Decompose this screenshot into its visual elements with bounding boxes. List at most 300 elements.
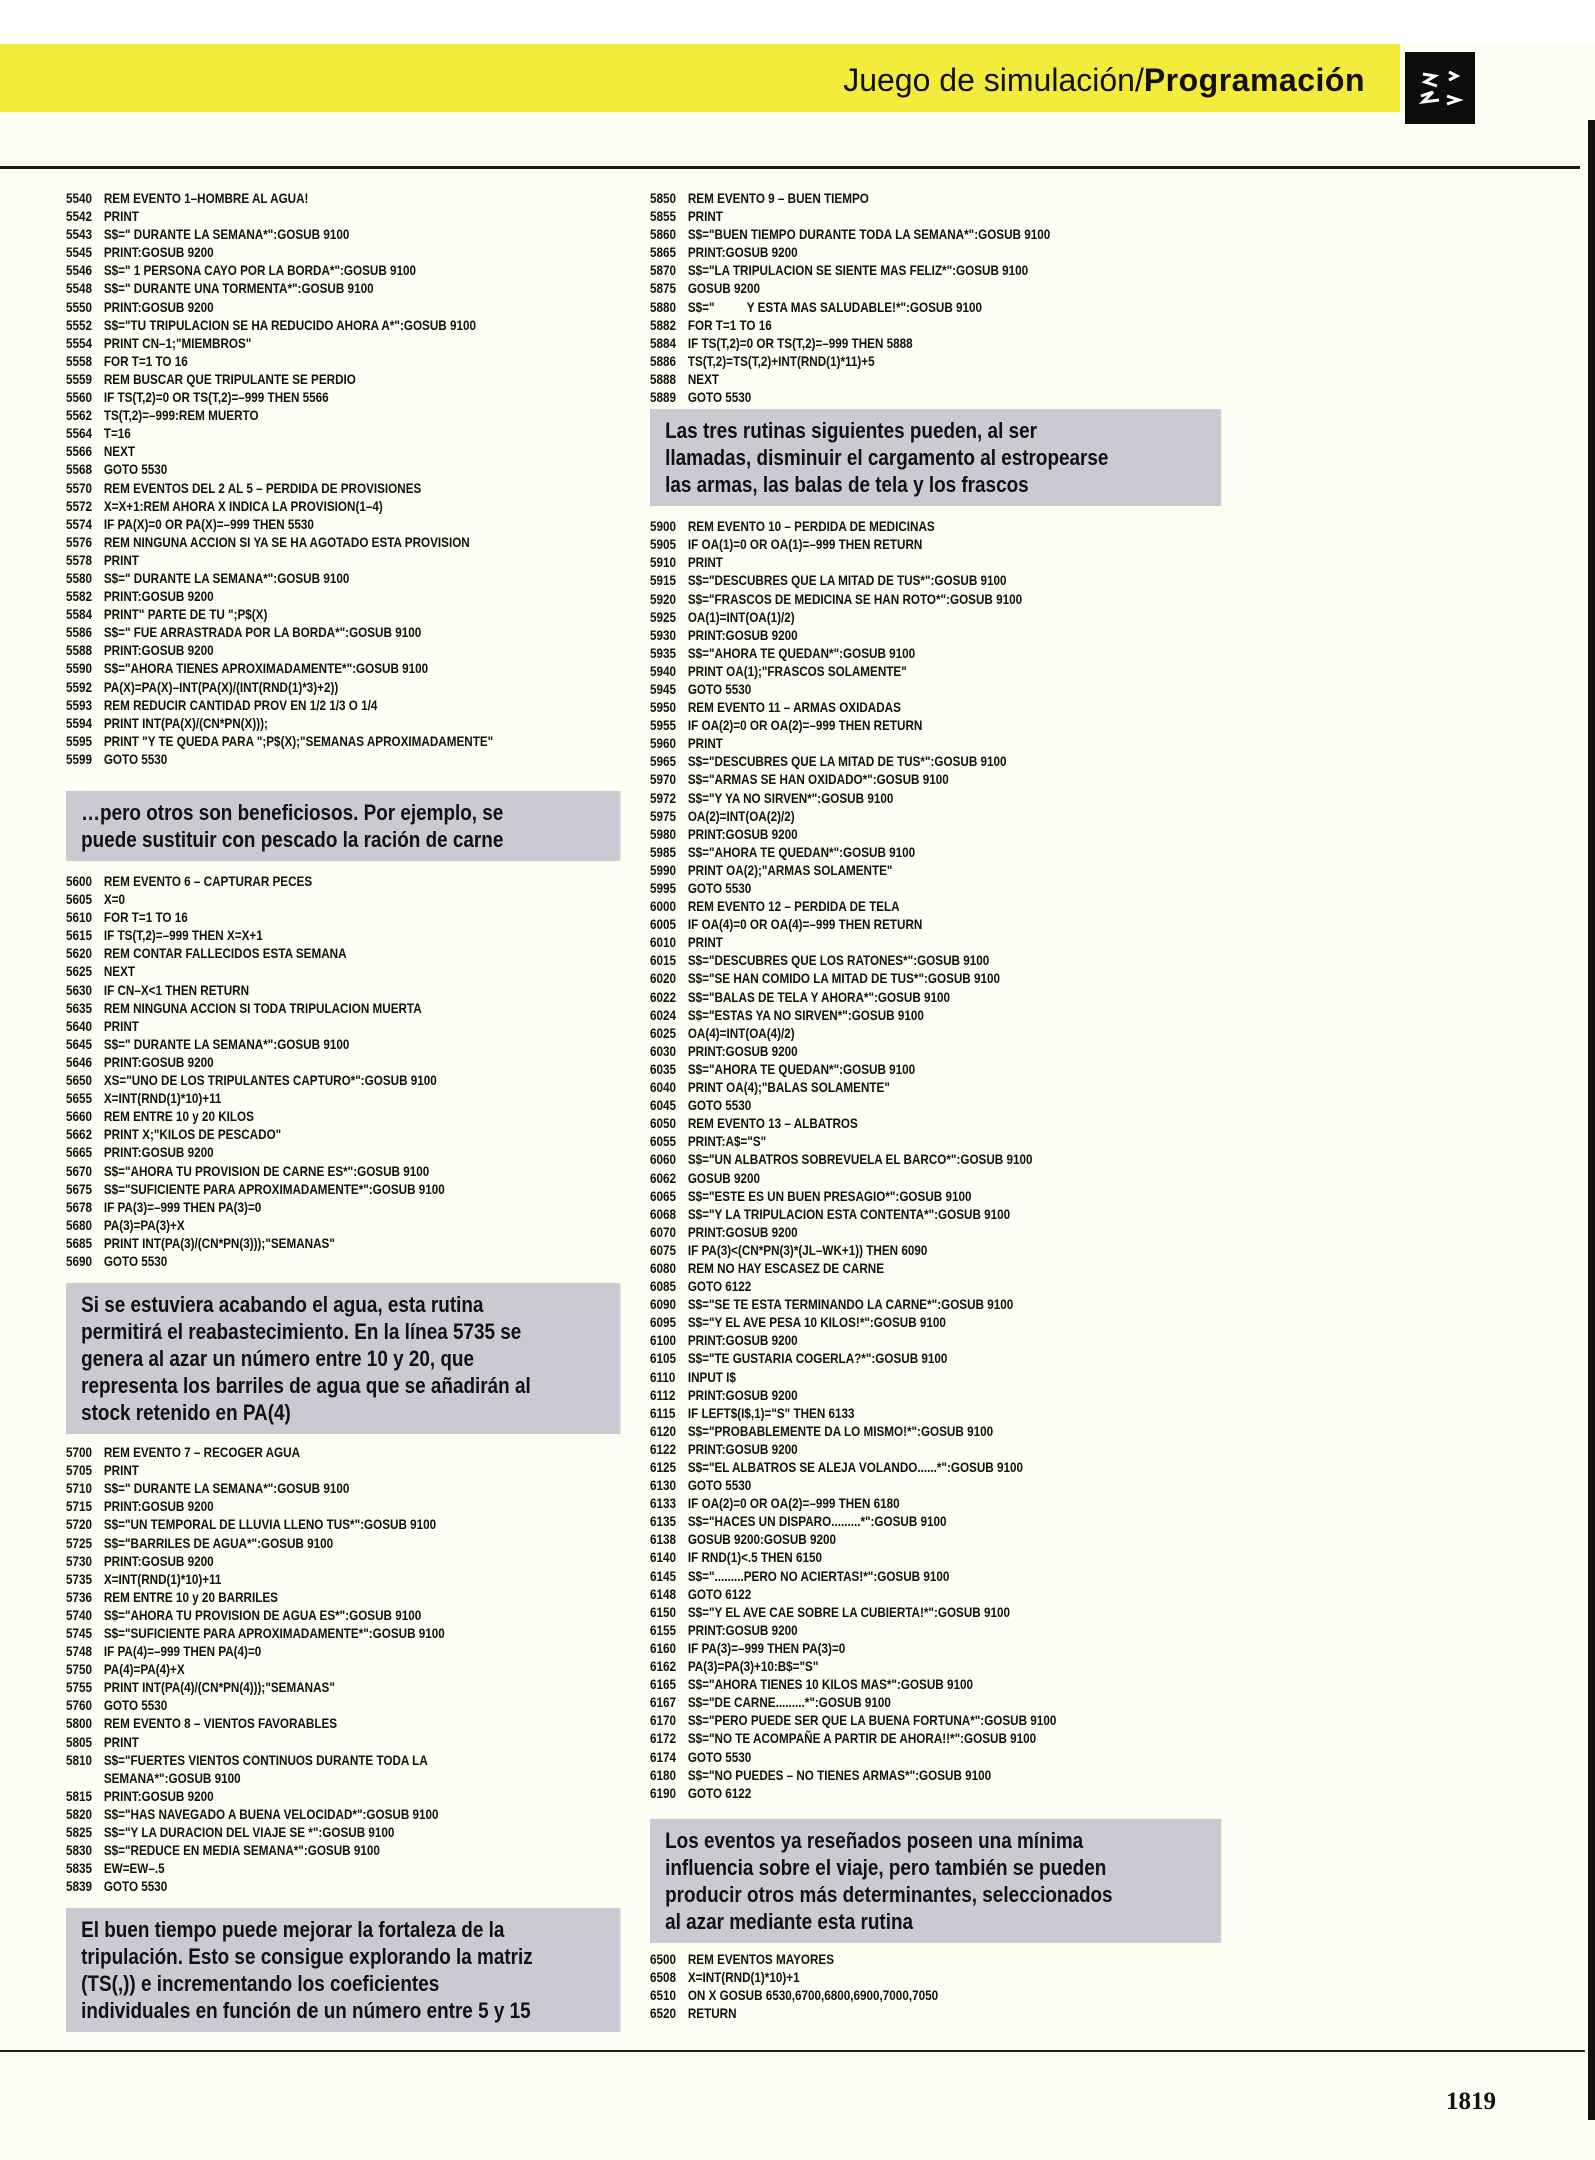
code-line (650, 1495, 1132, 1513)
line-number: 6010 (650, 935, 677, 951)
line-code: PRINT:GOSUB 9200 (687, 245, 798, 261)
line-number: 5715 (66, 1499, 93, 1515)
line-code: PRINT (103, 1018, 139, 1034)
code-line (66, 226, 548, 244)
line-code: REM EVENTO 11 – ARMAS OXIDADAS (687, 700, 901, 716)
line-code: PRINT (103, 1734, 139, 1750)
line-code: GOTO 5530 (687, 390, 752, 406)
line-code: ON X GOSUB 6530,6700,6800,6900,7000,7050 (687, 1987, 939, 2003)
line-code: PRINT:GOSUB 9200 (687, 1043, 798, 1059)
code-line (66, 624, 548, 642)
code-line (650, 989, 1132, 1007)
line-number: 5900 (650, 519, 677, 535)
line-number: 5594 (66, 715, 93, 731)
line-number: 6155 (650, 1622, 677, 1638)
code-line (66, 1090, 548, 1108)
line-code: S$="AHORA TIENES 10 KILOS MAS*":GOSUB 9100 (687, 1677, 973, 1693)
line-number: 6062 (650, 1170, 677, 1186)
annotation-line: puede sustituir con pescado la ración de carne (81, 827, 504, 852)
line-number: 5972 (650, 790, 677, 806)
line-code: S$="ESTAS YA NO SIRVEN*":GOSUB 9100 (687, 1007, 924, 1023)
line-code: GOTO 5530 (103, 1879, 168, 1895)
line-number: 5655 (66, 1091, 93, 1107)
annotation-line: individuales en función de un número entre 5 y 15 (81, 1998, 531, 2024)
line-code: PRINT:GOSUB 9200 (687, 1387, 798, 1403)
line-number: 6070 (650, 1224, 677, 1240)
line-code: S$="PROBABLEMENTE DA LO MISMO!*":GOSUB 9100 (687, 1423, 994, 1439)
line-number: 5645 (66, 1036, 93, 1052)
line-number: 6167 (650, 1695, 677, 1711)
line-number: 6133 (650, 1496, 677, 1512)
code-line (66, 1806, 548, 1824)
code-line (66, 353, 548, 371)
line-number: 5592 (66, 679, 93, 695)
line-code: S$=" DURANTE LA SEMANA*":GOSUB 9100 (103, 570, 350, 586)
line-code: REM ENTRE 10 y 20 BARRILES (103, 1589, 278, 1605)
line-number: 5700 (66, 1445, 93, 1461)
code-line (66, 335, 548, 353)
left-column (66, 190, 626, 2032)
line-number: 6500 (650, 1951, 677, 1967)
annotation-line: genera al azar un número entre 10 y 20, que (81, 1346, 474, 1372)
code-line (650, 1097, 1132, 1115)
line-code: S$="BALAS DE TELA Y AHORA*":GOSUB 9100 (687, 989, 951, 1005)
line-code: X=INT(RND(1)*10)+11 (103, 1571, 222, 1587)
line-number: 5920 (650, 591, 677, 607)
line-code: X=INT(RND(1)*10)+11 (103, 1091, 222, 1107)
code-line (650, 1369, 1132, 1387)
line-code: PRINT:GOSUB 9200 (103, 1054, 214, 1070)
line-code: IF OA(4)=0 OR OA(4)=–999 THEN RETURN (687, 917, 923, 933)
line-number: 5745 (66, 1626, 93, 1641)
line-code: REM CONTAR FALLECIDOS ESTA SEMANA (103, 946, 347, 962)
line-code: PRINT:GOSUB 9200 (687, 826, 798, 842)
line-number: 5580 (66, 570, 93, 586)
line-code: S$="ESTE ES UN BUEN PRESAGIO*":GOSUB 9100 (687, 1188, 972, 1204)
code-line (650, 518, 1132, 536)
line-code: REM EVENTO 8 – VIENTOS FAVORABLES (103, 1716, 338, 1732)
code-line (66, 1444, 548, 1462)
line-number: 5566 (66, 444, 93, 460)
code-line (66, 1625, 548, 1643)
code-line (650, 1260, 1132, 1278)
line-code: PRINT:GOSUB 9200 (103, 299, 214, 315)
line-number: 6024 (650, 1007, 677, 1023)
line-number: 6085 (650, 1279, 677, 1295)
line-number: 6165 (650, 1677, 677, 1693)
line-code: IF TS(T,2)=0 OR TS(T,2)=–999 THEN 5888 (687, 335, 913, 351)
line-code: GOSUB 9200 (687, 1170, 760, 1186)
code-line (650, 1061, 1132, 1079)
line-code: FOR T=1 TO 16 (687, 317, 772, 333)
code-line (650, 1767, 1132, 1785)
line-code: OA(4)=INT(OA(4)/2) (687, 1025, 795, 1041)
line-code: IF TS(T,2)=–999 THEN X=X+1 (103, 928, 263, 944)
line-number: 5970 (650, 772, 677, 788)
line-number: 5675 (66, 1181, 93, 1197)
line-number: 5930 (650, 627, 677, 643)
line-number: 6130 (650, 1478, 677, 1494)
line-code: GOTO 5530 (103, 1698, 168, 1714)
line-number: 6508 (650, 1969, 677, 1985)
code-line (650, 1387, 1132, 1405)
code-line (66, 697, 548, 715)
code-line (66, 1553, 548, 1571)
line-number: 6050 (650, 1116, 677, 1132)
code-line (66, 280, 548, 298)
line-number: 5582 (66, 589, 93, 605)
line-number: 6065 (650, 1188, 677, 1204)
line-code: PA(3)=PA(3)+10:B$="S" (687, 1659, 819, 1675)
line-number: 6020 (650, 971, 677, 987)
line-code: S$="UN TEMPORAL DE LLUVIA LLENO TUS*":GOSUB 9100 (103, 1517, 437, 1533)
line-number: 5540 (66, 191, 93, 206)
code-line (650, 735, 1132, 753)
line-code: PRINT:GOSUB 9200 (103, 1145, 214, 1161)
line-number: 5635 (66, 1000, 93, 1016)
line-code: REM REDUCIR CANTIDAD PROV EN 1/2 1/3 O 1/4 (103, 697, 378, 713)
line-number: 5620 (66, 946, 93, 962)
code-line (66, 1054, 548, 1072)
code-line (650, 1987, 1132, 2005)
line-code: GOSUB 9200 (687, 281, 760, 297)
code-line (650, 335, 1132, 353)
code-line (650, 970, 1132, 988)
code-line (650, 717, 1132, 735)
line-code: OA(2)=INT(OA(2)/2) (687, 808, 795, 824)
line-number: 5570 (66, 480, 93, 496)
line-code: PRINT (103, 1463, 139, 1479)
line-code: S$="SE HAN COMIDO LA MITAD DE TUS*":GOSUB 9100 (687, 971, 1001, 987)
line-code: S$="Y EL AVE CAE SOBRE LA CUBIERTA!*":GOSUB 9100 (687, 1604, 1010, 1620)
line-number: 5940 (650, 663, 677, 679)
annotation-line: Los eventos ya reseñados poseen una mínima (665, 1827, 1084, 1853)
code-line (66, 1571, 548, 1589)
line-code: S$="Y LA TRIPULACION ESTA CONTENTA*":GOSUB 9100 (687, 1206, 1011, 1222)
code-line (66, 660, 548, 678)
code-line (66, 1788, 548, 1806)
line-number: 5584 (66, 607, 93, 623)
line-code: REM EVENTO 1–HOMBRE AL AGUA! (103, 191, 309, 206)
code-line (66, 262, 548, 280)
line-number: 5542 (66, 209, 93, 225)
code-line (650, 262, 1132, 280)
line-code: S$=" Y ESTA MAS SALUDABLE!*":GOSUB 9100 (687, 299, 983, 315)
line-code: S$=".........PERO NO ACIERTAS!*":GOSUB 9100 (687, 1568, 950, 1584)
line-code: S$="PERO PUEDE SER QUE LA BUENA FORTUNA*":GOSUB 9100 (687, 1713, 1057, 1729)
code-line (66, 1217, 548, 1235)
line-number: 5558 (66, 353, 93, 369)
code-line (650, 1785, 1132, 1803)
line-number: 5875 (650, 281, 677, 297)
line-number: 5805 (66, 1734, 93, 1750)
line-code: S$="DESCUBRES QUE LOS RATONES*":GOSUB 9100 (687, 953, 990, 969)
code-line (650, 1278, 1132, 1296)
code-line (66, 190, 548, 208)
line-code: REM EVENTO 7 – RECOGER AGUA (103, 1445, 301, 1461)
line-number: 5960 (650, 736, 677, 752)
code-line (650, 1694, 1132, 1712)
line-code: T=16 (103, 426, 131, 442)
code-line (66, 1842, 548, 1860)
line-code: GOTO 6122 (687, 1586, 752, 1602)
line-code: PRINT INT(PA(X)/(CN*PN(X))); (103, 715, 268, 731)
line-code: REM EVENTO 13 – ALBATROS (687, 1116, 858, 1132)
code-line (66, 552, 548, 570)
line-number: 5880 (650, 299, 677, 315)
code-line (650, 389, 1132, 407)
line-code: PRINT:GOSUB 9200 (687, 627, 798, 643)
line-code: PRINT (103, 552, 139, 568)
line-number: 6190 (650, 1785, 677, 1801)
line-number: 5915 (650, 573, 677, 589)
annotation-line: influencia sobre el viaje, pero también se pueden (665, 1854, 1107, 1880)
line-code: S$="Y LA DURACION DEL VIAJE SE *":GOSUB 9100 (103, 1825, 395, 1841)
code-line (66, 733, 548, 751)
line-code: X=INT(RND(1)*10)+1 (687, 1969, 800, 1985)
line-number: 5980 (650, 826, 677, 842)
line-code: S$=" DURANTE LA SEMANA*":GOSUB 9100 (103, 227, 350, 243)
code-line (650, 808, 1132, 826)
code-line (650, 1115, 1132, 1133)
code-line (650, 1423, 1132, 1441)
header-rule (0, 166, 1580, 169)
code-line (66, 1752, 548, 1770)
line-code: IF PA(4)=–999 THEN PA(4)=0 (103, 1644, 262, 1660)
line-code: GOTO 5530 (103, 1253, 168, 1269)
code-line (650, 1007, 1132, 1025)
code-line (66, 927, 548, 945)
line-code: S$="FUERTES VIENTOS CONTINUOS DURANTE TODA LA (103, 1752, 428, 1768)
line-code: NEXT (687, 371, 720, 387)
line-code: INPUT I$ (687, 1369, 736, 1385)
code-line (650, 1224, 1132, 1242)
line-number: 5865 (650, 245, 677, 261)
code-line (650, 1332, 1132, 1350)
line-number: 5975 (650, 808, 677, 824)
line-number: 6145 (650, 1568, 677, 1584)
code-line (650, 898, 1132, 916)
line-code: S$="DESCUBRES QUE LA MITAD DE TUS*":GOSUB 9100 (687, 754, 1007, 770)
line-code: S$="REDUCE EN MEDIA SEMANA*":GOSUB 9100 (103, 1843, 380, 1859)
line-number: 5889 (650, 390, 677, 406)
annotation-line: producir otros más determinantes, seleccionados (665, 1881, 1113, 1907)
code-line (66, 1108, 548, 1126)
line-number: 5735 (66, 1571, 93, 1587)
line-code: TS(T,2)=TS(T,2)+INT(RND(1)*11)+5 (687, 353, 875, 369)
code-line (66, 1697, 548, 1715)
line-number: 5605 (66, 892, 93, 908)
code-line (66, 371, 548, 389)
code-line (66, 425, 548, 443)
code-line (650, 1206, 1132, 1224)
line-number: 5855 (650, 209, 677, 225)
code-line (650, 1969, 1132, 1987)
line-code: S$="ARMAS SE HAN OXIDADO*":GOSUB 9100 (687, 772, 949, 788)
line-number: 5680 (66, 1217, 93, 1233)
line-number: 5662 (66, 1127, 93, 1143)
code-line (650, 1133, 1132, 1151)
line-number: 5955 (650, 718, 677, 734)
line-code: IF CN–X<1 THEN RETURN (103, 982, 250, 998)
line-code: S$="BARRILES DE AGUA*":GOSUB 9100 (103, 1535, 334, 1551)
line-number: 6172 (650, 1731, 677, 1747)
line-number: 6148 (650, 1586, 677, 1602)
code-line (650, 1622, 1132, 1640)
code-line (66, 1535, 548, 1553)
code-line (66, 208, 548, 226)
line-code: IF OA(1)=0 OR OA(1)=–999 THEN RETURN (687, 537, 923, 553)
line-number: 5678 (66, 1199, 93, 1215)
code-line (66, 244, 548, 262)
line-number: 5593 (66, 697, 93, 713)
code-line (650, 1170, 1132, 1188)
line-code: RETURN (687, 2006, 737, 2022)
code-line (650, 1951, 1132, 1969)
line-number: 5830 (66, 1843, 93, 1859)
annotation-line: …pero otros son beneficiosos. Por ejemplo, se (81, 800, 504, 825)
line-number: 5615 (66, 928, 93, 944)
line-code: PRINT:GOSUB 9200 (103, 1788, 214, 1804)
annotation-line: (TS(,)) e incrementando los coeficientes (81, 1971, 440, 1997)
line-code: REM EVENTOS MAYORES (687, 1951, 835, 1967)
line-code: PRINT "Y TE QUEDA PARA ";P$(X);"SEMANAS APROXIMADAMENTE" (103, 733, 494, 749)
code-line (650, 1658, 1132, 1676)
line-number: 5630 (66, 982, 93, 998)
line-number: 5572 (66, 498, 93, 514)
line-code: GOTO 5530 (687, 881, 752, 896)
code-line (66, 1679, 548, 1697)
section-label: Juego de simulación/ (843, 62, 1144, 98)
code-line (650, 208, 1132, 226)
line-code: SEMANA*":GOSUB 9100 (103, 1770, 241, 1786)
line-number: 5815 (66, 1788, 93, 1804)
line-number: 5755 (66, 1680, 93, 1696)
line-code: S$=" DURANTE LA SEMANA*":GOSUB 9100 (103, 1481, 350, 1497)
code-line (650, 645, 1132, 663)
line-number: 5599 (66, 751, 93, 767)
line-code: IF RND(1)<.5 THEN 6150 (687, 1550, 822, 1566)
line-code: IF PA(3)=–999 THEN PA(3)=0 (687, 1640, 846, 1656)
line-number: 5660 (66, 1109, 93, 1125)
line-number: 6174 (650, 1749, 677, 1765)
code-line (66, 1516, 548, 1534)
code-line (650, 1604, 1132, 1622)
code-line (66, 1589, 548, 1607)
line-code: GOTO 6122 (687, 1279, 752, 1295)
code-line (66, 1860, 548, 1878)
code-line (66, 588, 548, 606)
line-number: 5870 (650, 263, 677, 279)
line-number: 5545 (66, 245, 93, 261)
line-number: 5905 (650, 537, 677, 553)
line-code: GOTO 5530 (103, 462, 168, 478)
line-number: 6125 (650, 1460, 677, 1475)
line-number: 5595 (66, 733, 93, 749)
line-number: 5550 (66, 299, 93, 315)
line-number: 6005 (650, 917, 677, 933)
line-code: PRINT (687, 555, 723, 571)
code-line (650, 226, 1132, 244)
line-number: 5548 (66, 281, 93, 297)
line-number: 5850 (650, 191, 677, 206)
code-line (66, 1036, 548, 1054)
code-line (66, 317, 548, 335)
line-number: 6025 (650, 1025, 677, 1041)
line-code: S$="AHORA TU PROVISION DE CARNE ES*":GOSUB 9100 (103, 1163, 430, 1179)
line-number: 5665 (66, 1145, 93, 1161)
code-line (650, 862, 1132, 880)
line-number: 5985 (650, 844, 677, 860)
line-code: S$="AHORA TE QUEDAN*":GOSUB 9100 (687, 844, 916, 860)
line-number: 5935 (650, 645, 677, 661)
line-code: PRINT (687, 209, 723, 225)
line-number: 6135 (650, 1514, 677, 1530)
line-code: OA(1)=INT(OA(1)/2) (687, 609, 795, 625)
line-number: 5574 (66, 516, 93, 532)
code-line (650, 880, 1132, 898)
line-code: PRINT CN–1;"MIEMBROS" (103, 335, 252, 351)
line-code: S$="NO TE ACOMPAÑE A PARTIR DE AHORA!!*":GOSUB 9100 (687, 1731, 1037, 1747)
line-number: 5910 (650, 555, 677, 571)
code-line (650, 663, 1132, 681)
code-line (66, 1715, 548, 1733)
line-code: IF OA(2)=0 OR OA(2)=–999 THEN 6180 (687, 1496, 900, 1512)
line-number: 6160 (650, 1640, 677, 1656)
code-line (66, 1126, 548, 1144)
code-line (650, 1314, 1132, 1332)
code-line (650, 536, 1132, 554)
line-number: 5990 (650, 862, 677, 878)
line-number: 5552 (66, 317, 93, 333)
line-number: 5590 (66, 661, 93, 677)
line-number: 6112 (650, 1387, 676, 1403)
code-line (650, 371, 1132, 389)
line-code: PRINT:GOSUB 9200 (687, 1622, 798, 1638)
line-code: GOTO 6122 (687, 1785, 752, 1801)
code-line (650, 244, 1132, 262)
line-number: 5810 (66, 1752, 93, 1768)
code-line (66, 909, 548, 927)
top-margin (0, 0, 1595, 44)
code-line (650, 190, 1132, 208)
line-number: 6000 (650, 899, 677, 915)
line-number: 6068 (650, 1206, 677, 1222)
code-line (650, 790, 1132, 808)
annotation-line: las armas, las balas de tela y los frascos (665, 472, 1029, 498)
line-number: 5710 (66, 1481, 93, 1497)
code-line (650, 554, 1132, 572)
line-number: 5860 (650, 227, 677, 243)
line-number: 6060 (650, 1152, 677, 1168)
code-line (66, 1199, 548, 1217)
code-line (650, 1441, 1132, 1459)
code-line (650, 753, 1132, 771)
page-title (843, 62, 1365, 99)
line-code: S$="TU TRIPULACION SE HA REDUCIDO AHORA A*":GOSUB 9100 (103, 317, 476, 333)
line-code: PRINT OA(4);"BALAS SOLAMENTE" (687, 1080, 890, 1096)
code-line (66, 945, 548, 963)
line-code: S$="HACES UN DISPARO.........*":GOSUB 9100 (687, 1514, 947, 1530)
line-number: 5740 (66, 1607, 93, 1623)
line-code: S$="TE GUSTARIA COGERLA?*":GOSUB 9100 (687, 1351, 948, 1367)
code-line (66, 299, 548, 317)
line-code: REM EVENTOS DEL 2 AL 5 – PERDIDA DE PROVISIONES (103, 480, 422, 496)
line-number: 5559 (66, 371, 93, 387)
line-number: 6520 (650, 2006, 677, 2022)
line-code: X=X+1:REM AHORA X INDICA LA PROVISION(1–4) (103, 498, 383, 514)
line-code: NEXT (103, 964, 136, 980)
